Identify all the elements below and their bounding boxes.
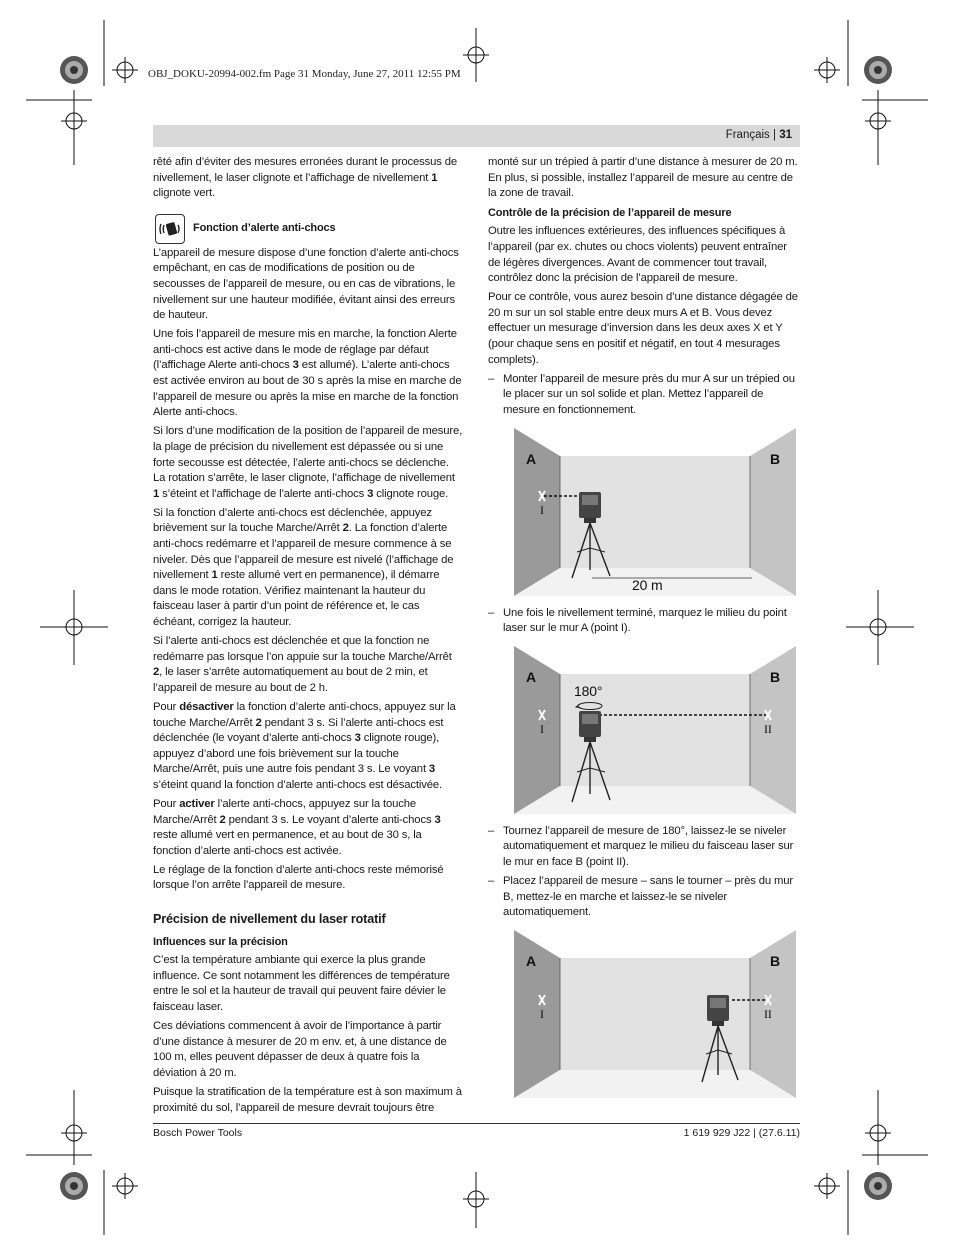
- ref-number: 3: [428, 763, 436, 776]
- point-i-label: I: [540, 1006, 544, 1021]
- feature-title: Fonction d’alerte anti-chocs: [193, 221, 336, 234]
- feature-heading: [153, 212, 463, 246]
- text: . La fonction d’alerte anti-chocs redémarre et l’appareil de mesure commence à se niveler. Dès que l’appareil de mesure est nivelé (l’affichage de nivellement: [153, 522, 454, 582]
- step-text: Placez l’appareil de mesure – sans le tourner – près du mur B, mettez-le en marche et laissez-le se niveler automatiquement.: [503, 874, 794, 919]
- step-text: Une fois le nivellement terminé, marquez le milieu du point laser sur le mur A (point I).: [503, 606, 787, 635]
- running-header: [153, 125, 800, 147]
- paragraph: monté sur un trépied à partir d’une distance à mesurer de 20 m. En plus, si possible, installez l’appareil de mesure au centre de la zone de travail.: [488, 156, 798, 200]
- ref-number: 2: [342, 522, 349, 535]
- text: Pour: [153, 700, 180, 713]
- text: reste allumé vert en permanence), il démarre dans le mode rotation. Vérifiez maintenant la hauteur du faisceau laser à partir d’un point de référence et, le cas échéant, corrigez la hauteur.: [153, 569, 440, 628]
- step-text: Tournez l’appareil de mesure de 180°, laissez-le se niveler automatiquement et marquez le milieu du faisceau laser sur le mur en face B (point II).: [503, 824, 794, 868]
- paragraph: [153, 700, 463, 794]
- paragraph: [153, 634, 463, 696]
- figure-rotate-180: [514, 646, 796, 814]
- text: l’alerte anti-chocs, appuyez sur la touche Marche/Arrêt: [153, 797, 417, 826]
- ref-number: 3: [367, 487, 374, 500]
- print-header: OBJ_DOKU-20994-002.fm Page 31 Monday, June 27, 2011 12:55 PM: [148, 68, 461, 80]
- left-column: [153, 155, 463, 1120]
- text: pendant 3 s. Le voyant d’alerte anti-chocs: [225, 813, 435, 826]
- header-separator: |: [769, 129, 780, 141]
- ref-number: 2: [219, 813, 226, 826]
- ref-number: 2: [153, 666, 160, 679]
- shock-alert-icon: [155, 214, 185, 244]
- paragraph: Pour ce contrôle, vous aurez besoin d’une distance dégagée de 20 m sur un sol stable entre deux murs A et B. Vous devez effectuer un mesurage d’inversion dans les deux axes X et Y (pour chaque sens en positif et négatif, en tout 4 mesurages complets).: [488, 291, 798, 366]
- paragraph: [153, 424, 463, 502]
- dash: –: [488, 372, 495, 385]
- rotation-label: 180°: [574, 682, 603, 699]
- paragraph: Outre les influences extérieures, des influences spécifiques à l’appareil (par ex. chutes ou chocs violents) peuvent entraîner de légères divergences. Avant de commencer tout travail, contrôlez donc la précision de l’appareil de mesure.: [488, 225, 787, 285]
- distance-label: 20 m: [632, 576, 663, 593]
- text: clignote rouge.: [373, 487, 449, 500]
- text: clignote vert.: [153, 187, 215, 200]
- running-header-text: [726, 129, 792, 141]
- text: Une fois l’appareil de mesure mis en marche, la fonction Alerte anti-chocs est active dans le mode de réglage par défaut (l’affichage Alerte anti-chocs: [153, 328, 457, 372]
- dash: –: [488, 824, 495, 837]
- dash: –: [488, 874, 495, 887]
- footer-rule: [153, 1123, 800, 1124]
- list-item-step-1: [488, 372, 800, 419]
- emphasis: désactiver: [179, 700, 234, 713]
- text: clignote rouge), appuyez d’abord une fois brièvement sur la touche Marche/Arrêt, puis une autre fois pendant 3 s. Le voyant: [153, 732, 440, 776]
- list-item-step-2: [488, 606, 800, 637]
- section-heading: Précision de nivellement du laser rotatif: [153, 912, 386, 927]
- text: rêté afin d’éviter des mesures erronées durant le processus de nivellement, le laser clignote et l’affichage de nivellement: [153, 156, 458, 184]
- text: la fonction d’alerte anti-chocs, appuyez sur la touche Marche/Arrêt: [153, 700, 456, 729]
- wall-a-label: A: [526, 952, 536, 969]
- list-item-step-3: [488, 824, 800, 871]
- paragraph: Puisque la stratification de la température est à son maximum à proximité du sol, l’appareil de mesure devrait toujours être: [153, 1085, 462, 1114]
- header-language: Français: [725, 129, 770, 141]
- dash: –: [488, 606, 495, 619]
- point-ii-label: II: [764, 721, 772, 736]
- text: reste allumé vert en permanence, et au bout de 30 s, la fonction d’alerte anti-chocs est activée.: [153, 829, 422, 857]
- ref-number: 3: [434, 813, 441, 826]
- page-number: 31: [779, 129, 792, 141]
- subsection-heading: Contrôle de la précision de l’appareil de mesure: [488, 206, 732, 219]
- figure-setup-wall-b: [514, 930, 796, 1098]
- paragraph: C’est la température ambiante qui exerce la plus grande influence. Ce sont notamment les différences de température entre le sol et la hauteur de travail qui peuvent faire dévier le faisceau laser.: [153, 954, 450, 1013]
- wall-b-label: B: [770, 450, 780, 467]
- step-text: Monter l’appareil de mesure près du mur A sur un trépied ou le placer sur un sol solide et plan. Mettez l’appareil de mesure en fonctionnement.: [503, 372, 795, 416]
- paragraph-intro: [153, 155, 463, 202]
- point-i-label: I: [540, 502, 544, 517]
- text: Pour: [153, 797, 180, 810]
- text: s’éteint et l’affichage de l’alerte anti-chocs: [159, 487, 368, 500]
- text: Si lors d’une modification de la position de l’appareil de mesure, la plage de précision du nivellement est dépassée ou si une forte secousse est détectée, l’alerte anti-chocs se déclenche. La rotation s’arrête, le laser clignote, l’affichage de nivellement: [153, 425, 463, 485]
- ref-number: 3: [292, 359, 299, 372]
- paragraph: Ces déviations commencent à avoir de l’importance à partir d’une distance à mesurer de 20 m env. et, à une distance de 100 m, elles peuvent dépasser de deux à quatre fois la déviation à 20 m.: [153, 1020, 447, 1079]
- paragraph: [153, 506, 463, 631]
- right-column: [488, 155, 800, 1108]
- footer-publisher: Bosch Power Tools: [153, 1127, 243, 1139]
- subsection-heading: Influences sur la précision: [153, 935, 288, 948]
- text: Si l’alerte anti-chocs est déclenchée et que la fonction ne redémarre pas lorsque l’on appuie sur la touche Marche/Arrêt: [153, 635, 452, 663]
- wall-a-label: A: [526, 450, 536, 467]
- ref-number: 2: [255, 716, 262, 729]
- point-i-label: I: [540, 721, 544, 736]
- text: pendant 3 s. Si l’alerte anti-chocs est déclenchée (le voyant d’alerte anti-chocs: [153, 716, 444, 745]
- ref-number: 1: [211, 569, 218, 582]
- emphasis: activer: [179, 797, 215, 810]
- text: s’éteint quand la fonction d’alerte anti-chocs est désactivée.: [153, 778, 442, 791]
- list-item-step-4: [488, 874, 800, 921]
- paragraph: L’appareil de mesure dispose d’une fonction d’alerte anti-chocs empêchant, en cas de modifications de position ou de secousses de l’appareil de mesure, ou en cas de vibrations, le nivellement sur une hauteur modifiée, évitant ainsi des erreurs de hauteur.: [153, 246, 459, 322]
- text: , le laser s’arrête automatiquement au bout de 2 min, et l’appareil de mesure au bout de 2 h.: [153, 666, 428, 694]
- wall-a-label: A: [526, 668, 536, 685]
- point-ii-label: II: [764, 1006, 772, 1021]
- text: Si la fonction d’alerte anti-chocs est déclenchée, appuyez brièvement sur la touche Marche/Arrêt: [153, 506, 432, 535]
- text: est allumé). L’alerte anti-chocs est activée environ au bout de 30 s après la mise en marche de l’appareil de mesure ou après la mise en marche de la fonction Alerte anti-chocs.: [153, 359, 462, 419]
- ref-number: 1: [431, 171, 438, 184]
- wall-b-label: B: [770, 668, 780, 685]
- paragraph: [153, 327, 463, 421]
- figure-setup-wall-a: [514, 428, 796, 596]
- paragraph: [153, 797, 463, 859]
- ref-number: 1: [153, 487, 160, 500]
- paragraph: Le réglage de la fonction d’alerte anti-chocs reste mémorisé lorsque l’on arrête l’appareil de mesure.: [153, 863, 444, 892]
- wall-b-label: B: [770, 952, 780, 969]
- ref-number: 3: [354, 732, 361, 745]
- footer-doc-number: 1 619 929 J22 | (27.6.11): [683, 1127, 800, 1139]
